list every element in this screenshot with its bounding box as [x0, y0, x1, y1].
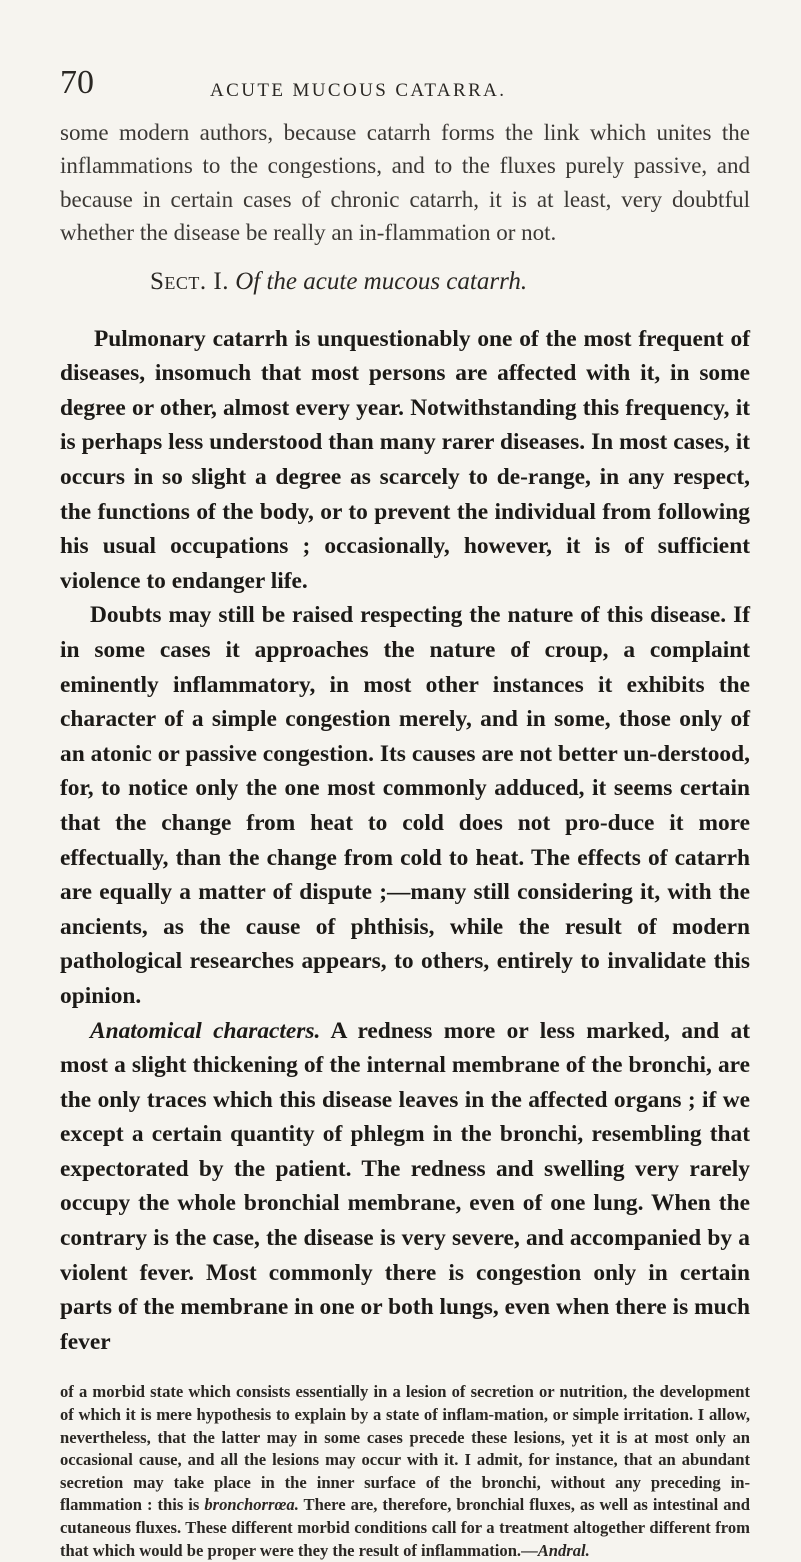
book-page [60, 56, 750, 1562]
body-text [60, 322, 750, 1360]
page-number: 70 [60, 64, 94, 101]
footnote-term: bronchorrœa. [204, 1495, 299, 1515]
footnote-text: of a morbid state which consists essentially in a lesion of secretion or nutrition, the development of which it is mere hypothesis to explain by a state of inflam-mation, or simple irritation. I allow, nevertheless, that the latter may in some cases precede these lesions, yet it is at most only an occasional cause, and all the lesions may occur with it. I admit, for instance, that an abundant secretion may take place in the inner surface of the bronchi, without any preceding in-flammation : this is [60, 1382, 750, 1515]
footnote-text: There are, therefore, bronchial fluxes, as well as intestinal and cutaneous fluxes. These different morbid conditions call for a treatment altogether different from that which would be proper were they the result of inflammation.— [60, 1495, 750, 1560]
intro-paragraph: some modern authors, because catarrh forms the link which unites the inflammations to the congestions, and to the fluxes purely passive, and because in certain cases of chronic catarrh, it is at least, very doubtful whether the disease be really an in-flammation or not. [60, 120, 750, 246]
footnote [60, 1381, 750, 1562]
section-label: Sect. I. [150, 267, 229, 295]
body-paragraph-text: A redness more or less marked, and at most a slight thickening of the internal membrane of the bronchi, are the only traces which this disease leaves in the affected organs ; if we except a certain quantity of phlegm in the bronchi, resembling that expectorated by the patient. The redness and swelling very rarely occupy the whole bronchial membrane, even of one lung. When the contrary is the case, the disease is very severe, and accompanied by a violent fever. Most commonly there is congestion only in certain parts of the membrane in one or both lungs, even when there is much fever [60, 1017, 750, 1355]
body-paragraph [60, 1014, 750, 1360]
page-header [60, 56, 750, 116]
section-title: Of the acute mucous catarrh. [235, 267, 528, 295]
footnote-author: Andral. [537, 1540, 590, 1560]
body-paragraph: Doubts may still be raised respecting the nature of this disease. If in some cases it approaches the nature of croup, a complaint eminently inflammatory, in most other instances it exhibits the character of a simple congestion merely, and in some, those only of an atonic or passive congestion. Its causes are not better un-derstood, for, to notice only the one most commonly adduced, it seems certain that the change from heat to cold does not pro-duce it more effectually, than the change from cold to heat. The effects of catarrh are equally a matter of dispute ;—many still considering it, with the ancients, as the cause of phthisis, while the result of modern pathological researches appears, to others, entirely to invalidate this opinion. [60, 602, 750, 1009]
running-head: ACUTE MUCOUS CATARRA. [210, 80, 507, 101]
section-heading [60, 268, 750, 296]
body-paragraph: Pulmonary catarrh is unquestionably one of the most frequent of diseases, insomuch that most persons are affected with it, in some degree or other, almost every year. Notwithstanding this frequency, it is perhaps less understood than many rarer diseases. In most cases, it occurs in so slight a degree as scarcely to de-range, in any respect, the functions of the body, or to prevent the individual from following his usual occupations ; occasionally, however, it is of sufficient violence to endanger life. [60, 325, 750, 594]
subsection-lead: Anatomical characters. [90, 1017, 321, 1044]
